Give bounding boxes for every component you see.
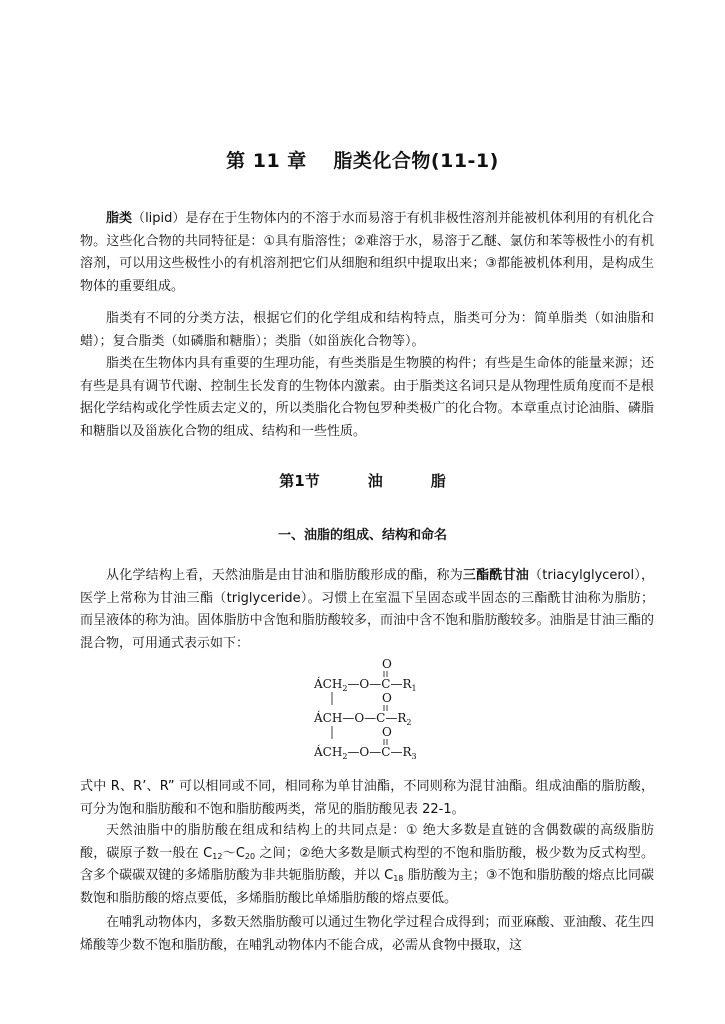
row-1-group: CH [322, 677, 343, 691]
p6-part-c: 之间；②绝大多数是顺式构型的不饱和脂肪酸，极少数为反式构型。含多个碳碳双键的多烯脂肪酸为非共轭脂肪酸，并以 C [80, 845, 654, 883]
subsection-title: 一、油脂的组成、结构和命名 [277, 528, 447, 543]
p6-sub-12: 12 [212, 851, 223, 861]
body-paragraph-5: 式中 R、R’、R” 可以相同或不同，相同称为单甘油酯，不同则称为混甘油酯。组成油酯的脂肪酸，可分为饱和脂肪酸和不饱和脂肪酸两类，常见的脂肪酸见表 22-1。 [80, 779, 654, 817]
body-paragraph-7: 在哺乳动物体内，多数天然脂肪酸可以通过生物化学过程合成得到；而亚麻酸、亚油酸、花生四烯酸等少数不饱和脂肪酸，在哺乳动物体内不能合成，必需从食物中摄取，这 [80, 915, 654, 953]
row-3-prefix: Á [314, 745, 323, 759]
triglyceride-formula [312, 658, 472, 766]
row-1-prefix: Á [314, 677, 323, 691]
formula-row-1 [313, 676, 417, 693]
intro-paragraph-2: 脂类有不同的分类方法，根据它们的化学组成和结构特点，脂类可分为：简单脂类（如油脂和蜡）；复合脂类（如磷脂和糖脂）；类脂（如甾族化合物等）。 [80, 311, 654, 349]
body-paragraph-4 [80, 565, 654, 655]
formula-svg [312, 658, 472, 766]
row-3-group: CH [322, 745, 343, 759]
p6-sub-20: 20 [244, 851, 256, 861]
intro-paragraph-1-text: （lipid）是存在于生物体内的不溶于水而易溶于有机非极性溶剂并能被机体利用的有机化合物。这些化合物的共同特征是：①具有脂溶性；②难溶于水，易溶于乙醚、氯仿和苯等极性小的有机溶剂，可以用这些极性小的有机溶剂把它们从细胞和组织中提取出来；③都能被机体利用，是构成生物体的重要组成。 [80, 211, 654, 294]
row-2-group: CH [322, 711, 343, 725]
row-1-link: —O—C—R [347, 677, 412, 691]
term-triacylglycerol: 三酯酰甘油 [462, 568, 530, 583]
row-2-link: —O—C—R [342, 711, 407, 725]
chapter-title: 第 11 章 脂类化合物(11-1) [226, 150, 499, 172]
p6-part-d: 脂肪酸为主；③不饱和脂肪酸的熔点比同碳数饱和脂肪酸的熔点要低，多烯脂肪酸比单烯脂肪酸的熔点要低。 [80, 868, 654, 906]
row-1-rsub: 1 [411, 684, 417, 693]
row-2-prefix: Á [314, 711, 323, 725]
p4-text-before: 从化学结构上看，天然油脂是由甘油和脂肪酸形成的酯，称为 [106, 568, 463, 583]
section-title [0, 470, 725, 491]
row-3-rsub: 3 [411, 752, 417, 761]
p6-sub-18: 18 [393, 874, 404, 883]
intro-paragraph-3: 脂类在生物体内具有重要的生理功能，有些类脂是生物膜的构件；有些是生命体的能量来源；还有些是具有调节代谢、控制生长发育的生物体内激素。由于脂类这名词只是从物理性质角度而不是根据化学结构或化学性质去定义的，所以类脂化合物包罗种类极广的化合物。本章重点讨论油脂、磷脂和糖脂以及甾族化合物的组成、结构和一些性质。 [80, 356, 654, 439]
section-number: 第1节 [279, 472, 320, 490]
body-paragraph-6 [80, 820, 654, 910]
formula-oxygen-1: O [382, 658, 392, 671]
section-name-2: 脂 [430, 472, 446, 490]
formula-oxygen-3: O [382, 725, 392, 739]
row-2-rsub: 2 [406, 718, 412, 727]
term-lipid: 脂类 [106, 211, 133, 226]
row-1-sub: 2 [342, 684, 348, 693]
p6-part-a: 天然油脂中的脂肪酸在组成和结构上的共同点是：① 绝大多数是直链的含偶数碳的高级脂肪酸，碳原子数一般在 C [80, 823, 654, 861]
p6-part-b: ～C [222, 845, 245, 861]
formula-row-3 [313, 744, 417, 761]
p4-text-after: （triacylglycerol），医学上常称为甘油三酯（triglyceride）。习惯上在室温下呈固态或半固态的三酯酰甘油称为脂肪；而呈液体的称为油。固体脂肪中含饱和脂肪酸较多，而油中含不饱和脂肪酸较多。油脂是甘油三酯的混合物，可用通式表示如下： [80, 568, 654, 651]
section-name-1: 油 [367, 472, 383, 490]
formula-row-2 [313, 710, 411, 727]
row-3-sub: 2 [342, 752, 348, 761]
formula-oxygen-2: O [382, 691, 392, 705]
row-3-link: —O—C—R [347, 745, 412, 759]
intro-paragraph-1 [80, 208, 654, 298]
